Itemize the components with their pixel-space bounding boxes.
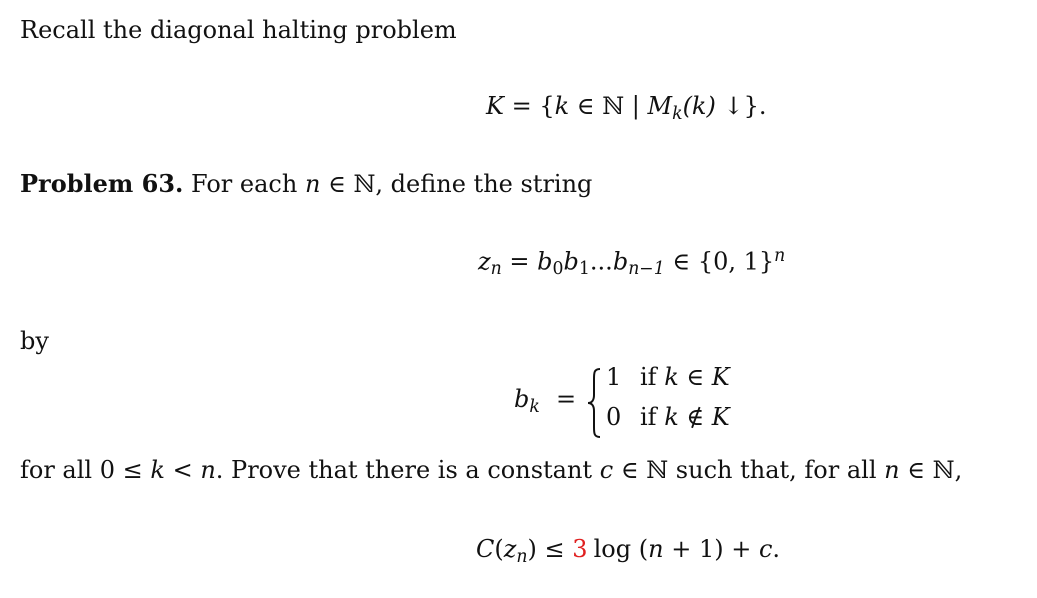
equals: =: [556, 385, 577, 413]
highlighted-constant-3: 3: [572, 535, 588, 563]
var-k: k: [554, 92, 570, 120]
naturals-symbol: ℕ: [932, 456, 955, 484]
complexity-bound-equation: [476, 535, 780, 568]
text: For each: [191, 170, 298, 198]
var-b: b: [612, 247, 629, 276]
var-C: C: [476, 535, 495, 563]
claim-statement: [20, 456, 962, 485]
problem-statement: [20, 170, 592, 199]
naturals-symbol: ℕ: [353, 170, 376, 198]
text: . Prove that there is a constant: [215, 456, 593, 484]
sub-0: 0: [552, 259, 564, 280]
text: such that, for all: [675, 456, 877, 484]
var-K: K: [486, 92, 504, 120]
sub-k: k: [529, 396, 540, 417]
case-value-0: 0: [606, 403, 622, 431]
if-text: if: [640, 403, 657, 431]
paren-open: (: [494, 535, 504, 563]
brace-close: }.: [743, 92, 767, 120]
arg-k: (k): [682, 92, 716, 120]
equals: =: [511, 92, 532, 120]
case-condition-2: [640, 403, 730, 432]
case-condition-1: [640, 363, 730, 392]
case-value-1: 1: [606, 363, 622, 391]
left-brace: [586, 367, 602, 439]
condition-in-K: k ∈ K: [664, 363, 730, 391]
if-text: if: [640, 363, 657, 391]
text: , define the string: [375, 170, 593, 198]
var-n: n: [200, 456, 216, 484]
naturals-symbol: ℕ: [646, 456, 669, 484]
dots: ...: [589, 247, 613, 276]
text: for all 0 ≤: [20, 456, 143, 484]
log: log: [593, 535, 632, 563]
var-b: b: [514, 385, 530, 413]
var-b: b: [537, 247, 553, 276]
binary-set: {0, 1}: [697, 247, 775, 276]
naturals-symbol: ℕ: [602, 92, 625, 120]
sub-n-minus-1: n−1: [628, 259, 665, 280]
le-symbol: ≤: [544, 535, 565, 563]
sub-n: n: [516, 546, 528, 567]
var-k: k: [150, 456, 165, 484]
problem-heading: Problem 63.: [20, 169, 184, 198]
equals: =: [509, 247, 530, 276]
by-text: by: [20, 327, 49, 355]
plus-one: + 1): [671, 535, 724, 563]
halting-set-equation: [486, 92, 767, 125]
brace-open: {: [539, 92, 555, 120]
in-symbol: ∈: [672, 247, 691, 276]
var-c: c: [758, 535, 773, 563]
var-c: c: [599, 456, 614, 484]
in-symbol: ∈: [576, 92, 595, 120]
condition-not-in-K: k ∉ K: [664, 403, 730, 431]
in-symbol: ∈: [907, 456, 926, 484]
var-b: b: [563, 247, 579, 276]
bk-lhs: [514, 385, 540, 418]
comma: ,: [954, 456, 963, 484]
sup-n: n: [774, 246, 786, 266]
var-n: n: [648, 535, 664, 563]
var-z: z: [478, 247, 491, 276]
var-M: M: [647, 92, 673, 120]
var-n: n: [304, 170, 321, 198]
sub-k: k: [672, 103, 683, 124]
sub-1: 1: [578, 259, 590, 280]
sub-n: n: [490, 259, 502, 280]
halts-arrow: ↓: [723, 92, 744, 120]
in-symbol: ∈: [620, 456, 639, 484]
string-definition-equation: [478, 246, 785, 280]
plus: +: [731, 535, 752, 563]
in-symbol: ∈: [328, 170, 346, 198]
intro-text: Recall the diagonal halting problem: [20, 16, 457, 44]
var-n: n: [884, 456, 900, 484]
lt: <: [172, 456, 193, 484]
var-z: z: [503, 535, 517, 563]
paren-open: (: [638, 535, 649, 563]
period: .: [772, 535, 781, 563]
bk-cases-definition: [508, 363, 768, 443]
bar: |: [631, 92, 640, 120]
paren-close: ): [527, 535, 537, 563]
